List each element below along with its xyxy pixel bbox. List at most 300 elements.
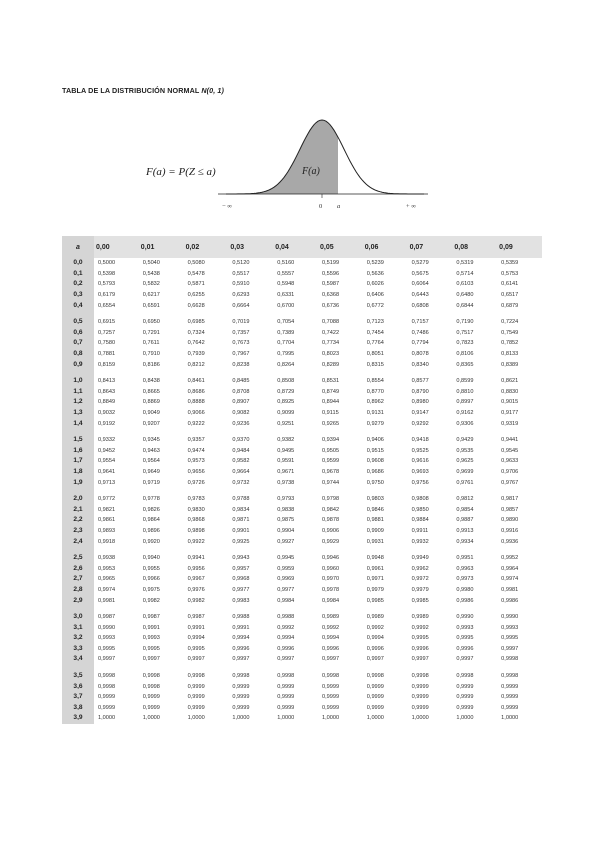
table-cell: 0,9999 — [277, 694, 295, 701]
table-cell: 0,9998 — [456, 673, 474, 680]
table-cell: 0,9976 — [187, 586, 205, 593]
table-cell: 1,0000 — [321, 715, 340, 722]
table-cell: 0,9222 — [187, 420, 205, 427]
table-cell: 0,7823 — [456, 340, 474, 347]
table-cell: 0,9987 — [142, 614, 160, 621]
table-cell: 0,9964 — [501, 565, 519, 572]
row-key: 2,6 — [62, 563, 94, 574]
table-cell: 0,7642 — [187, 340, 205, 347]
table-cell: 0,9441 — [501, 437, 519, 444]
a-label: a — [337, 203, 341, 210]
table-cell: 0,7454 — [366, 329, 384, 336]
header-col: 0,03 — [228, 236, 273, 258]
table-cell: 0,9738 — [277, 479, 295, 486]
table-cell: 0,9997 — [501, 645, 519, 652]
table-cell: 0,9192 — [98, 420, 116, 427]
header-col: 0,02 — [184, 236, 229, 258]
table-cell: 0,9999 — [456, 704, 474, 711]
table-cell: 0,9998 — [232, 673, 250, 680]
table-cell: 0,9535 — [456, 447, 474, 454]
table-cell: 0,8577 — [411, 378, 429, 385]
table-cell: 0,9988 — [277, 614, 295, 621]
area-label: F(a) — [302, 166, 320, 177]
table-cell: 0,5753 — [501, 270, 519, 277]
row-key: 0,3 — [62, 290, 94, 301]
table-cell: 0,9992 — [321, 624, 340, 631]
table-cell: 0,6406 — [366, 292, 384, 299]
table-cell: 0,9999 — [456, 694, 474, 701]
table-cell: 0,9938 — [98, 555, 116, 562]
table-cell: 0,6664 — [232, 302, 250, 309]
table-cell: 0,9998 — [277, 673, 295, 680]
table-cell: 0,9989 — [321, 614, 340, 621]
table-row — [62, 477, 542, 488]
table-cell: 0,9319 — [501, 420, 519, 427]
table-cell: 0,9608 — [366, 458, 384, 465]
table-cell: 0,9177 — [501, 410, 519, 417]
table-cell: 0,6591 — [142, 302, 160, 309]
table-cell: 0,9998 — [98, 683, 116, 690]
table-cell: 0,9987 — [98, 614, 116, 621]
table-row — [62, 585, 542, 596]
row-key: 2,7 — [62, 574, 94, 585]
table-cell: 0,7881 — [98, 351, 116, 358]
row-key: 1,6 — [62, 446, 94, 457]
table-cell: 0,7054 — [277, 319, 295, 326]
table-cell: 0,9406 — [366, 437, 384, 444]
table-cell: 0,9951 — [456, 555, 474, 562]
table-row — [62, 526, 542, 537]
header-col: 0,05 — [318, 236, 363, 258]
table-cell: 0,9999 — [366, 704, 384, 711]
table-cell: 0,9861 — [98, 517, 116, 524]
table-cell: 0,9993 — [456, 624, 474, 631]
table-cell: 0,9998 — [501, 656, 519, 663]
table-cell: 0,9625 — [456, 458, 474, 465]
table-cell: 0,8770 — [366, 388, 384, 395]
table-cell: 1,0000 — [366, 715, 384, 722]
table-cell: 0,9525 — [411, 447, 429, 454]
table-cell: 0,7967 — [232, 351, 250, 358]
table-cell: 0,5832 — [142, 281, 160, 288]
table-row — [62, 446, 542, 457]
table-cell: 0,7794 — [411, 340, 429, 347]
table-cell: 0,6217 — [142, 292, 160, 299]
table-cell: 0,8997 — [456, 399, 474, 406]
table-cell: 0,9495 — [277, 447, 295, 454]
table-cell: 0,7088 — [321, 319, 340, 326]
table-cell: 0,9279 — [366, 420, 384, 427]
table-cell: 0,9641 — [98, 468, 116, 475]
table-cell: 0,6808 — [411, 302, 429, 309]
table-cell: 0,9994 — [366, 635, 384, 642]
table-cell: 0,9803 — [366, 496, 384, 503]
table-row — [62, 622, 542, 633]
table-cell: 0,9599 — [321, 458, 340, 465]
table-cell: 0,8907 — [232, 399, 250, 406]
table-cell: 0,8708 — [232, 388, 250, 395]
table-cell: 0,9693 — [411, 468, 429, 475]
row-key: 2,4 — [62, 536, 94, 547]
table-cell: 0,5438 — [142, 270, 160, 277]
table-cell: 0,9977 — [232, 586, 250, 593]
table-cell: 0,9993 — [98, 635, 116, 642]
row-key: 0,1 — [62, 269, 94, 280]
table-cell: 0,9484 — [232, 447, 250, 454]
table-cell: 0,7190 — [456, 319, 474, 326]
table-cell: 0,9838 — [277, 506, 295, 513]
table-cell: 0,9999 — [277, 704, 295, 711]
neg-inf-label: − ∞ — [222, 203, 232, 210]
table-cell: 0,5279 — [411, 260, 429, 267]
table-cell: 0,9997 — [366, 656, 384, 663]
table-cell: 0,7123 — [366, 319, 384, 326]
table-cell: 0,9997 — [98, 656, 116, 663]
table-cell: 0,9699 — [456, 468, 474, 475]
table-cell: 0,9998 — [366, 673, 384, 680]
table-cell: 0,9821 — [98, 506, 116, 513]
table-cell: 0,8980 — [411, 399, 429, 406]
table-cell: 0,6736 — [321, 302, 340, 309]
table-cell: 0,8849 — [98, 399, 116, 406]
table-cell: 0,9382 — [277, 437, 295, 444]
table-cell: 0,7764 — [366, 340, 384, 347]
table-cell: 0,9974 — [501, 576, 519, 583]
table-cell: 0,9999 — [277, 683, 295, 690]
table-row — [62, 515, 542, 526]
table-cell: 0,9995 — [187, 645, 205, 652]
table-cell: 0,9671 — [277, 468, 295, 475]
table-row — [62, 671, 542, 682]
table-cell: 0,9706 — [501, 468, 519, 475]
table-body — [62, 258, 542, 724]
table-cell: 0,9963 — [456, 565, 474, 572]
table-cell: 0,9564 — [142, 458, 160, 465]
table-cell: 0,5910 — [232, 281, 250, 288]
table-cell: 0,7224 — [501, 319, 519, 326]
table-cell: 0,9982 — [142, 597, 160, 604]
table-cell: 0,6628 — [187, 302, 205, 309]
normal-curve-figure — [218, 106, 438, 216]
table-cell: 0,9998 — [501, 673, 519, 680]
table-cell: 0,8389 — [501, 361, 519, 368]
table-cell: 0,9756 — [411, 479, 429, 486]
table-cell: 0,6103 — [456, 281, 474, 288]
table-cell: 0,9906 — [321, 527, 340, 534]
row-key: 3,2 — [62, 633, 94, 644]
table-row — [62, 376, 542, 387]
table-cell: 0,9996 — [456, 645, 474, 652]
table-cell: 0,9992 — [366, 624, 384, 631]
row-key: 0,5 — [62, 317, 94, 328]
table-cell: 0,9994 — [321, 635, 340, 642]
table-cell: 0,6443 — [411, 292, 429, 299]
table-cell: 0,7580 — [98, 340, 116, 347]
table-cell: 0,9913 — [456, 527, 474, 534]
table-cell: 0,9582 — [232, 458, 250, 465]
row-key: 2,3 — [62, 526, 94, 537]
table-cell: 0,8264 — [277, 361, 295, 368]
table-cell: 0,9032 — [98, 410, 116, 417]
table-row — [62, 387, 542, 398]
table-cell: 0,8925 — [277, 399, 295, 406]
table-cell: 0,9999 — [232, 683, 250, 690]
header-col: 0,00 — [94, 236, 139, 258]
table-row — [62, 504, 542, 515]
table-cell: 0,9948 — [366, 555, 384, 562]
table-cell: 0,9986 — [501, 597, 519, 604]
table-cell: 0,9985 — [411, 597, 429, 604]
table-cell: 0,9990 — [456, 614, 474, 621]
table-cell: 0,6331 — [277, 292, 295, 299]
table-row — [62, 408, 542, 419]
table-cell: 0,6772 — [366, 302, 384, 309]
table-cell: 0,9959 — [277, 565, 295, 572]
table-cell: 0,9664 — [232, 468, 250, 475]
table-cell: 0,9394 — [321, 437, 340, 444]
table-cell: 0,9871 — [232, 517, 250, 524]
table-cell: 0,8159 — [98, 361, 116, 368]
table-cell: 0,9981 — [501, 586, 519, 593]
table-cell: 0,9783 — [187, 496, 205, 503]
table-cell: 0,9846 — [366, 506, 384, 513]
table-row — [62, 703, 542, 714]
table-cell: 0,9999 — [98, 694, 116, 701]
table-cell: 0,9265 — [321, 420, 340, 427]
table-cell: 0,9929 — [321, 538, 340, 545]
table-cell: 0,9968 — [232, 576, 250, 583]
table-cell: 0,9995 — [411, 635, 429, 642]
table-cell: 0,9996 — [321, 645, 340, 652]
table-cell: 0,8554 — [366, 378, 384, 385]
table-cell: 0,9999 — [366, 683, 384, 690]
table-cell: 0,9991 — [232, 624, 250, 631]
table-cell: 0,9997 — [277, 656, 295, 663]
table-cell: 0,9997 — [321, 656, 340, 663]
table-cell: 0,6844 — [456, 302, 474, 309]
table-cell: 0,9994 — [187, 635, 205, 642]
table-cell: 0,8729 — [277, 388, 295, 395]
table-cell: 0,9992 — [411, 624, 429, 631]
table-cell: 0,9999 — [411, 704, 429, 711]
table-cell: 0,8869 — [142, 399, 160, 406]
row-key: 0,9 — [62, 359, 94, 370]
table-cell: 0,6554 — [98, 302, 116, 309]
table-cell: 0,9995 — [98, 645, 116, 652]
table-row — [62, 713, 542, 724]
table-cell: 0,9999 — [142, 694, 160, 701]
table-cell: 0,9999 — [142, 704, 160, 711]
row-key: 2,8 — [62, 585, 94, 596]
row-key: 1,1 — [62, 387, 94, 398]
table-cell: 0,9970 — [321, 576, 340, 583]
header-col: 0,01 — [139, 236, 184, 258]
row-key: 3,8 — [62, 703, 94, 714]
table-cell: 1,0000 — [187, 715, 205, 722]
table-cell: 0,9418 — [411, 437, 429, 444]
table-cell: 0,9251 — [277, 420, 295, 427]
table-cell: 0,9945 — [277, 555, 295, 562]
table-cell: 0,9292 — [411, 420, 429, 427]
table-cell: 0,9957 — [232, 565, 250, 572]
table-cell: 0,8186 — [142, 361, 160, 368]
table-cell: 0,9973 — [456, 576, 474, 583]
table-row — [62, 456, 542, 467]
table-cell: 0,6517 — [501, 292, 519, 299]
row-key: 3,1 — [62, 622, 94, 633]
table-cell: 0,5871 — [187, 281, 205, 288]
table-cell: 0,5793 — [98, 281, 116, 288]
row-key: 1,3 — [62, 408, 94, 419]
cdf-formula: F(a) = P(Z ≤ a) — [146, 166, 216, 178]
table-cell: 0,8289 — [321, 361, 340, 368]
table-cell: 0,8413 — [98, 378, 116, 385]
table-cell: 0,9826 — [142, 506, 160, 513]
table-cell: 0,7910 — [142, 351, 160, 358]
table-cell: 0,9993 — [142, 635, 160, 642]
row-key: 3,6 — [62, 681, 94, 692]
table-cell: 0,9994 — [232, 635, 250, 642]
table-cell: 0,9979 — [366, 586, 384, 593]
table-cell: 0,6141 — [501, 281, 519, 288]
table-cell: 0,9049 — [142, 410, 160, 417]
table-cell: 0,9893 — [98, 527, 116, 534]
table-cell: 0,9099 — [277, 410, 295, 417]
header-col: 0,08 — [452, 236, 497, 258]
table-cell: 0,9932 — [411, 538, 429, 545]
row-key: 2,2 — [62, 515, 94, 526]
table-cell: 0,9649 — [142, 468, 160, 475]
table-row — [62, 435, 542, 446]
table-cell: 0,8508 — [277, 378, 295, 385]
table-cell: 0,8315 — [366, 361, 384, 368]
table-cell: 0,5596 — [321, 270, 340, 277]
row-key: 0,6 — [62, 328, 94, 339]
table-cell: 0,9927 — [277, 538, 295, 545]
row-key: 0,4 — [62, 300, 94, 311]
table-cell: 1,0000 — [98, 715, 116, 722]
table-row — [62, 317, 542, 328]
table-cell: 0,7019 — [232, 319, 250, 326]
table-cell: 0,9911 — [411, 527, 429, 534]
table-cell: 0,9922 — [187, 538, 205, 545]
table-cell: 0,9999 — [232, 694, 250, 701]
table-cell: 0,9306 — [456, 420, 474, 427]
table-cell: 0,7517 — [456, 329, 474, 336]
table-row — [62, 633, 542, 644]
table-cell: 0,9904 — [277, 527, 295, 534]
row-key: 0,2 — [62, 279, 94, 290]
table-cell: 0,8749 — [321, 388, 340, 395]
table-cell: 0,7995 — [277, 351, 295, 358]
table-cell: 0,9554 — [98, 458, 116, 465]
table-cell: 0,9925 — [232, 538, 250, 545]
table-cell: 0,8438 — [142, 378, 160, 385]
table-cell: 0,5359 — [501, 260, 519, 267]
table-cell: 0,9996 — [411, 645, 429, 652]
table-cell: 0,9983 — [232, 597, 250, 604]
table-cell: 0,9995 — [456, 635, 474, 642]
table-cell: 0,9984 — [321, 597, 340, 604]
table-cell: 0,9236 — [232, 420, 250, 427]
table-cell: 0,9999 — [321, 704, 340, 711]
table-cell: 0,9778 — [142, 496, 160, 503]
table-cell: 0,9878 — [321, 517, 340, 524]
zero-label: 0 — [319, 203, 323, 210]
row-key: 1,4 — [62, 418, 94, 429]
table-cell: 0,9998 — [98, 673, 116, 680]
table-cell: 0,9881 — [366, 517, 384, 524]
table-cell: 0,9998 — [142, 683, 160, 690]
table-cell: 0,9941 — [187, 555, 205, 562]
table-cell: 0,9916 — [501, 527, 519, 534]
table-cell: 0,6879 — [501, 302, 519, 309]
table-cell: 0,7611 — [142, 340, 160, 347]
table-cell: 0,9999 — [187, 694, 205, 701]
table-cell: 0,9998 — [411, 673, 429, 680]
table-cell: 0,9357 — [187, 437, 205, 444]
row-key: 0,8 — [62, 349, 94, 360]
table-cell: 0,9990 — [98, 624, 116, 631]
table-cell: 0,9946 — [321, 555, 340, 562]
table-row — [62, 654, 542, 665]
table-cell: 0,9678 — [321, 468, 340, 475]
table-cell: 0,9918 — [98, 538, 116, 545]
table-row — [62, 300, 542, 311]
table-cell: 0,9956 — [187, 565, 205, 572]
table-cell: 0,9066 — [187, 410, 205, 417]
table-cell: 0,9984 — [277, 597, 295, 604]
table-cell: 0,9115 — [321, 410, 339, 417]
table-cell: 0,9934 — [456, 538, 474, 545]
table-cell: 0,5000 — [98, 260, 116, 267]
table-cell: 0,9992 — [277, 624, 295, 631]
normal-distribution-table — [62, 236, 542, 724]
table-cell: 0,9991 — [142, 624, 160, 631]
row-key: 1,7 — [62, 456, 94, 467]
table-cell: 0,9857 — [501, 506, 519, 513]
table-cell: 0,9997 — [187, 656, 205, 663]
table-cell: 0,8133 — [501, 351, 519, 358]
table-cell: 0,5040 — [142, 260, 160, 267]
table-cell: 0,9898 — [187, 527, 205, 534]
table-cell: 0,6026 — [366, 281, 384, 288]
table-cell: 1,0000 — [232, 715, 250, 722]
row-key: 1,2 — [62, 397, 94, 408]
row-key: 1,8 — [62, 467, 94, 478]
table-cell: 0,9999 — [98, 704, 116, 711]
table-cell: 0,9772 — [98, 496, 116, 503]
table-cell: 0,9972 — [411, 576, 429, 583]
table-cell: 0,5398 — [98, 270, 116, 277]
table-cell: 0,8665 — [142, 388, 160, 395]
table-row — [62, 349, 542, 360]
page-title — [62, 86, 224, 95]
table-cell: 0,8051 — [366, 351, 384, 358]
table-cell: 0,9931 — [366, 538, 384, 545]
table-cell: 0,8531 — [321, 378, 340, 385]
table-cell: 0,7549 — [501, 329, 519, 336]
table-cell: 0,9998 — [187, 673, 205, 680]
table-cell: 0,9971 — [366, 576, 384, 583]
table-cell: 0,8461 — [187, 378, 205, 385]
table-cell: 0,9999 — [366, 694, 384, 701]
table-cell: 0,6179 — [98, 292, 116, 299]
table-cell: 0,9798 — [321, 496, 340, 503]
table-cell: 0,6480 — [456, 292, 474, 299]
table-row — [62, 338, 542, 349]
table-cell: 0,9966 — [142, 576, 160, 583]
